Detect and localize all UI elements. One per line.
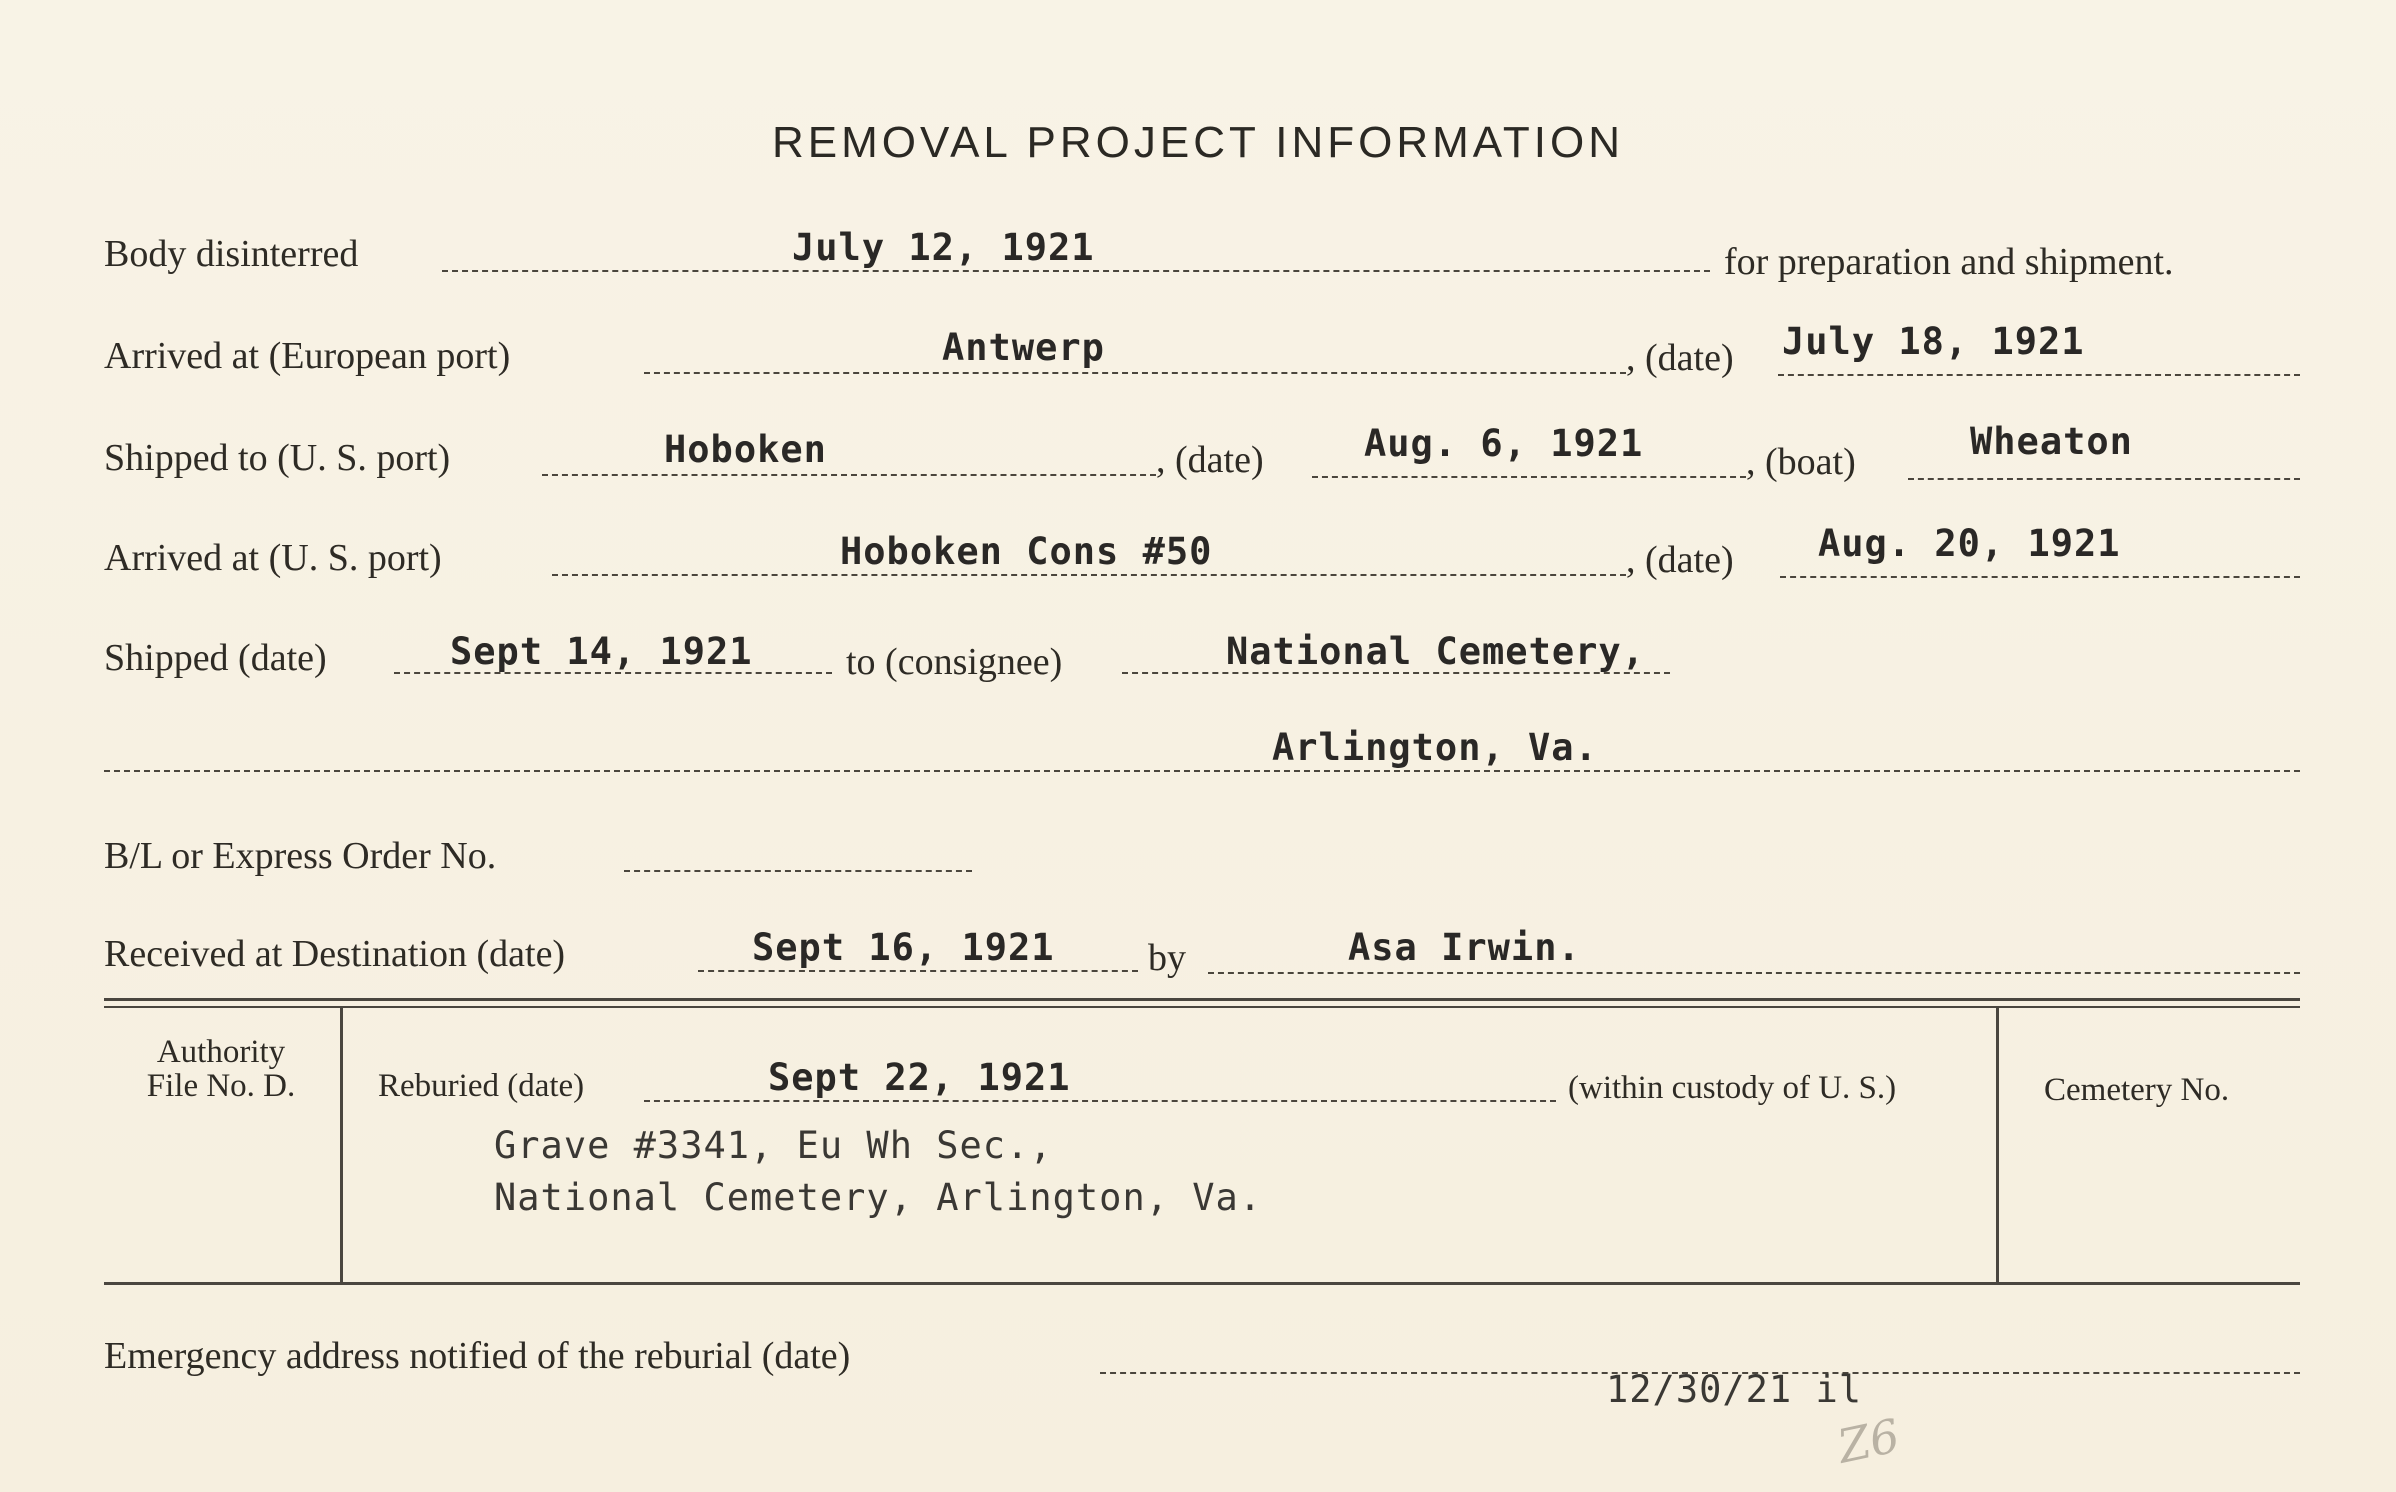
box-divider-right	[1996, 1008, 1999, 1284]
reburied-date: Sept 22, 1921	[768, 1056, 1071, 1099]
arrived-eu-label: Arrived at (European port)	[104, 335, 511, 377]
card-title: REMOVAL PROJECT INFORMATION	[772, 118, 1624, 167]
emergency-label: Emergency address notified of the reburial (date)	[104, 1335, 851, 1377]
cemetery-no-label: Cemetery No.	[2044, 1072, 2230, 1108]
reburied-label: Reburied (date)	[378, 1068, 585, 1104]
arrived-us-date-label: , (date)	[1626, 539, 1734, 581]
bl-line	[624, 870, 972, 872]
arrived-eu-value: Antwerp	[942, 326, 1105, 369]
bl-label: B/L or Express Order No.	[104, 835, 497, 877]
shipped-us-line	[542, 474, 1156, 476]
box-bottom-rule	[104, 1282, 2300, 1285]
shipped-us-boat-line	[1908, 478, 2300, 480]
handwritten-mark: Z6	[1833, 1408, 1905, 1474]
shipped-us-date: Aug. 6, 1921	[1364, 422, 1644, 465]
consignee-continuation-line	[104, 770, 2300, 772]
arrived-us-line	[552, 574, 1626, 576]
shipped-us-label: Shipped to (U. S. port)	[104, 437, 451, 479]
disinterred-suffix: for preparation and shipment.	[1724, 241, 2174, 283]
shipped-us-boat: Wheaton	[1970, 420, 2133, 463]
shipped-us-value: Hoboken	[664, 428, 827, 471]
grave-line-2: National Cemetery, Arlington, Va.	[494, 1176, 1263, 1219]
received-label: Received at Destination (date)	[104, 933, 566, 975]
received-line	[698, 970, 1138, 972]
shipped-us-date-label: , (date)	[1156, 439, 1264, 481]
received-by-label: by	[1148, 937, 1186, 979]
received-by-line	[1208, 972, 2300, 974]
shipped-value: Sept 14, 1921	[450, 630, 753, 673]
consignee-value-2: Arlington, Va.	[1272, 726, 1598, 769]
reburied-line	[644, 1100, 1556, 1102]
shipped-us-date-line	[1312, 476, 1746, 478]
custody-label: (within custody of U. S.)	[1568, 1070, 1897, 1106]
received-value: Sept 16, 1921	[752, 926, 1055, 969]
file-no-label: File No. D.	[146, 1068, 296, 1104]
box-top-rule-1	[104, 998, 2300, 1001]
emergency-value: 12/30/21 il	[1606, 1368, 1863, 1411]
arrived-eu-date-label: , (date)	[1626, 337, 1734, 379]
arrived-us-value: Hoboken Cons #50	[840, 530, 1213, 573]
arrived-eu-date: July 18, 1921	[1782, 320, 2085, 363]
arrived-us-date-line	[1780, 576, 2300, 578]
arrived-us-date: Aug. 20, 1921	[1818, 522, 2121, 565]
disinterred-line	[442, 270, 1710, 272]
box-top-rule-2	[104, 1006, 2300, 1008]
shipped-label: Shipped (date)	[104, 637, 327, 679]
arrived-us-label: Arrived at (U. S. port)	[104, 537, 442, 579]
disinterred-label: Body disinterred	[104, 233, 359, 275]
shipped-us-boat-label: , (boat)	[1746, 441, 1856, 483]
authority-label: Authority	[156, 1034, 286, 1070]
arrived-eu-date-line	[1778, 374, 2300, 376]
arrived-eu-line	[644, 372, 1626, 374]
box-divider-left	[340, 1008, 343, 1282]
received-by-value: Asa Irwin.	[1348, 926, 1581, 969]
consignee-label: to (consignee)	[846, 641, 1063, 683]
disinterred-value: July 12, 1921	[792, 226, 1095, 269]
grave-line-1: Grave #3341, Eu Wh Sec.,	[494, 1124, 1053, 1167]
consignee-value: National Cemetery,	[1226, 630, 1645, 673]
